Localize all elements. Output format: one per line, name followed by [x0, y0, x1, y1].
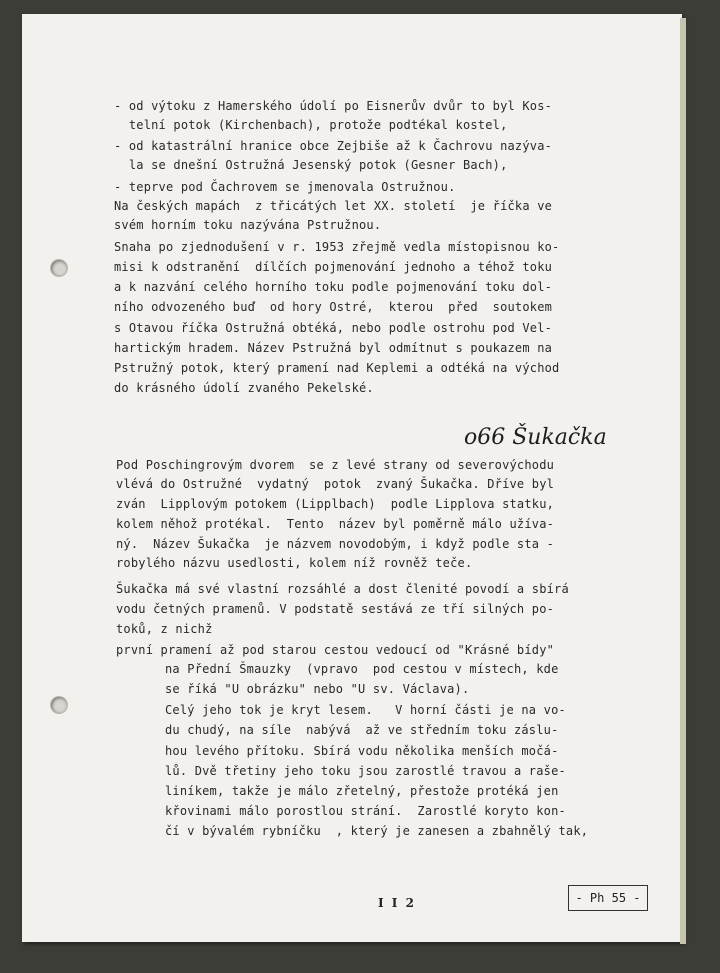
- text-line: na Přední Šmauzky (vpravo pod cestou v místech, kde: [165, 662, 559, 676]
- text-line: vodu četných pramenů. V podstatě sestává ze tří silných po-: [116, 602, 555, 616]
- text-line: a k nazvání celého horního toku podle pojmenování toku dol-: [114, 280, 553, 294]
- text-line: Snaha po zjednodušení v r. 1953 zřejmě vedla místopisnou ko-: [114, 240, 560, 254]
- text-line: misi k odstranění dílčích pojmenování jednoho a téhož toku: [114, 260, 553, 274]
- text-line: la se dnešní Ostružná Jesenský potok (Gesner Bach),: [114, 158, 508, 172]
- text-line: telní potok (Kirchenbach), protože podtékal kostel,: [114, 118, 508, 132]
- archive-reference-box: - Ph 55 -: [568, 885, 648, 911]
- text-line: zván Lipplovým potokem (Lipplbach) podle Lipplova statku,: [116, 497, 555, 511]
- text-line: hartickým hradem. Název Pstružná byl odmítnut s poukazem na: [114, 341, 553, 355]
- punch-hole-top: [51, 260, 67, 276]
- text-line: Pod Poschingrovým dvorem se z levé strany od severovýchodu: [116, 458, 555, 472]
- text-line: první pramení až pod starou cestou vedoucí od "Krásné bídy": [116, 643, 555, 657]
- text-line: čí v bývalém rybníčku , který je zanesen a zbahnělý tak,: [165, 824, 589, 838]
- text-line: do krásného údolí zvaného Pekelské.: [114, 381, 374, 395]
- text-line: Šukačka má své vlastní rozsáhlé a dost členité povodí a sbírá: [116, 582, 569, 596]
- text-line: Pstružný potok, který pramení nad Keplemi a odtéká na východ: [114, 361, 560, 375]
- text-line: křovinami málo porostlou strání. Zarostlé koryto kon-: [165, 804, 566, 818]
- text-line: lů. Dvě třetiny jeho toku jsou zarostlé travou a raše-: [165, 764, 566, 778]
- paper-edge: [680, 18, 686, 944]
- text-line: vlévá do Ostružné vydatný potok zvaný Šukačka. Dříve byl: [116, 477, 555, 491]
- section-heading: o66 Šukačka: [464, 425, 607, 450]
- text-line: ný. Název Šukačka je názvem novodobým, i když podle sta -: [116, 537, 555, 551]
- text-line: - od katastrální hranice obce Zejbiše až k Čachrovu nazýva-: [114, 139, 553, 153]
- text-line: s Otavou říčka Ostružná obtéká, nebo podle ostrohu pod Vel-: [114, 321, 553, 335]
- text-line: hou levého přítoku. Sbírá vodu několika menších močá-: [165, 744, 559, 758]
- text-line: robylého názvu usedlosti, kolem níž rovněž teče.: [116, 556, 473, 570]
- text-line: se říká "U obrázku" nebo "U sv. Václava).: [165, 682, 470, 696]
- text-line: - teprve pod Čachrovem se jmenovala Ostružnou.: [114, 180, 456, 194]
- text-line: - od výtoku z Hamerského údolí po Eisnerův dvůr to byl Kos-: [114, 99, 553, 113]
- text-line: liníkem, takže je málo zřetelný, přestože protéká jen: [165, 784, 559, 798]
- text-line: Celý jeho tok je kryt lesem. V horní části je na vo-: [165, 703, 566, 717]
- text-line: kolem něhož protékal. Tento název byl poměrně málo užíva-: [116, 517, 555, 531]
- punch-hole-bottom: [51, 697, 67, 713]
- text-line: Na českých mapách z třicátých let XX. století je říčka ve: [114, 199, 553, 213]
- text-line: toků, z nichž: [116, 622, 213, 636]
- text-line: svém horním toku nazývána Pstružnou.: [114, 218, 382, 232]
- text-line: ního odvozeného buď od hory Ostré, kterou před soutokem: [114, 300, 553, 314]
- text-line: du chudý, na síle nabývá až ve středním toku záslu-: [165, 723, 559, 737]
- page-number: I I 2: [378, 896, 416, 910]
